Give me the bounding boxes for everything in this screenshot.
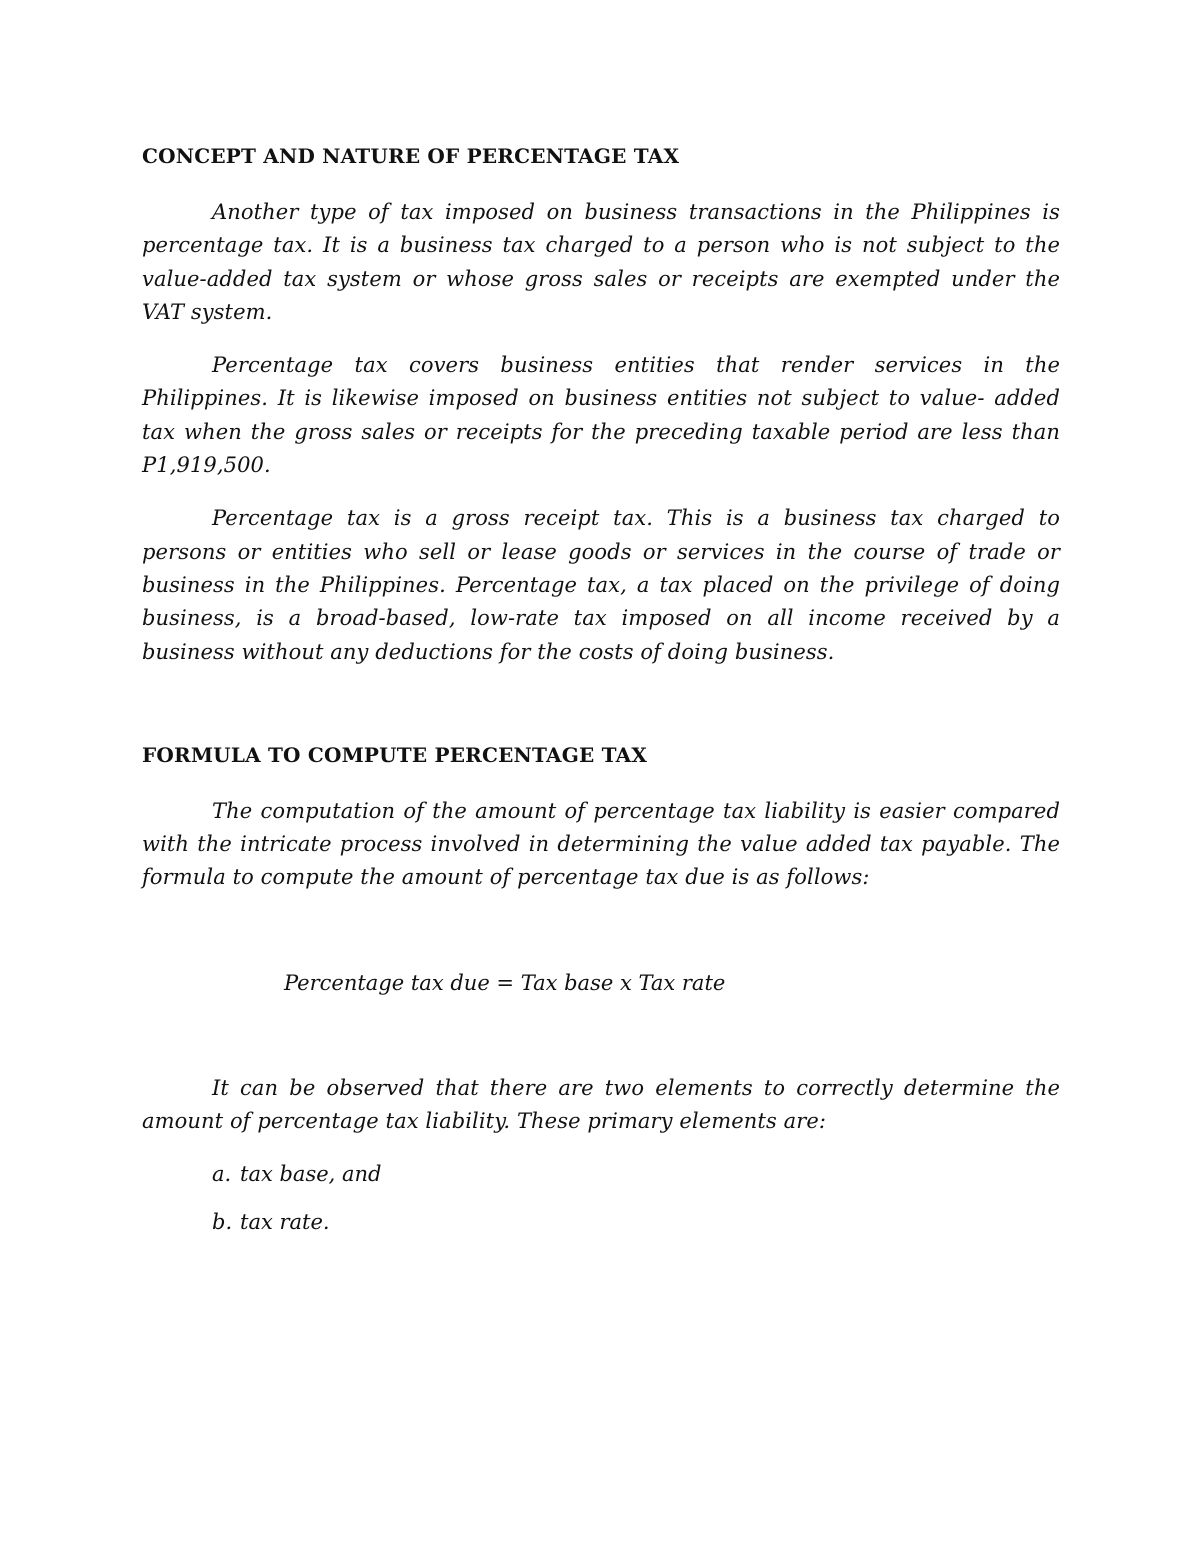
formula-line: Percentage tax due = Tax base x Tax rate	[284, 970, 726, 995]
elements-list	[142, 1158, 1060, 1239]
section-heading-formula: FORMULA TO COMPUTE PERCENTAGE TAX	[142, 742, 648, 767]
paragraph-formula-intro: The computation of the amount of percentage tax liability is easier compared with the intricate process involved in determining the value added tax payable. The formula to compute the amount of percentage tax due is as follows:	[142, 798, 1060, 890]
spacer	[142, 771, 1060, 795]
list-item-text: tax rate.	[240, 1210, 330, 1235]
list-item	[142, 1158, 1060, 1191]
spacer	[142, 669, 1060, 739]
list-item	[142, 1206, 1060, 1239]
list-marker: b.	[212, 1210, 233, 1235]
section-heading-concept: CONCEPT AND NATURE OF PERCENTAGE TAX	[142, 144, 680, 168]
paragraph-concept-1: Another type of tax imposed on business transactions in the Philippines is percentage tax. It is a business tax charged to a person who is not subject to the value-added tax system or whose gross sales or receipts are exempted under the VAT system.	[142, 200, 1060, 324]
spacer	[142, 1138, 1060, 1158]
spacer	[142, 1000, 1060, 1072]
spacer	[142, 482, 1060, 502]
spacer	[142, 1191, 1060, 1206]
document-page	[142, 140, 1060, 1239]
list-item-text: tax base, and	[240, 1162, 382, 1187]
spacer	[142, 329, 1060, 349]
spacer	[142, 172, 1060, 196]
list-marker: a.	[212, 1162, 232, 1187]
paragraph-elements-intro: It can be observed that there are two elements to correctly determine the amount of percentage tax liability. These primary elements are:	[142, 1075, 1060, 1134]
paragraph-concept-2: Percentage tax covers business entities that render services in the Philippines. It is likewise imposed on business entities not subject to value- added tax when the gross sales or receipts for the preceding taxable period are less than P1,919,500.	[142, 353, 1060, 478]
paragraph-concept-3: Percentage tax is a gross receipt tax. This is a business tax charged to persons or entities who sell or lease goods or services in the course of trade or business in the Philippines. Percentage tax, a tax placed on the privilege of doing business, is a broad-based, low-rate tax imposed on all income received by a business without any deductions for the costs of doing business.	[142, 506, 1060, 664]
spacer	[142, 895, 1060, 967]
